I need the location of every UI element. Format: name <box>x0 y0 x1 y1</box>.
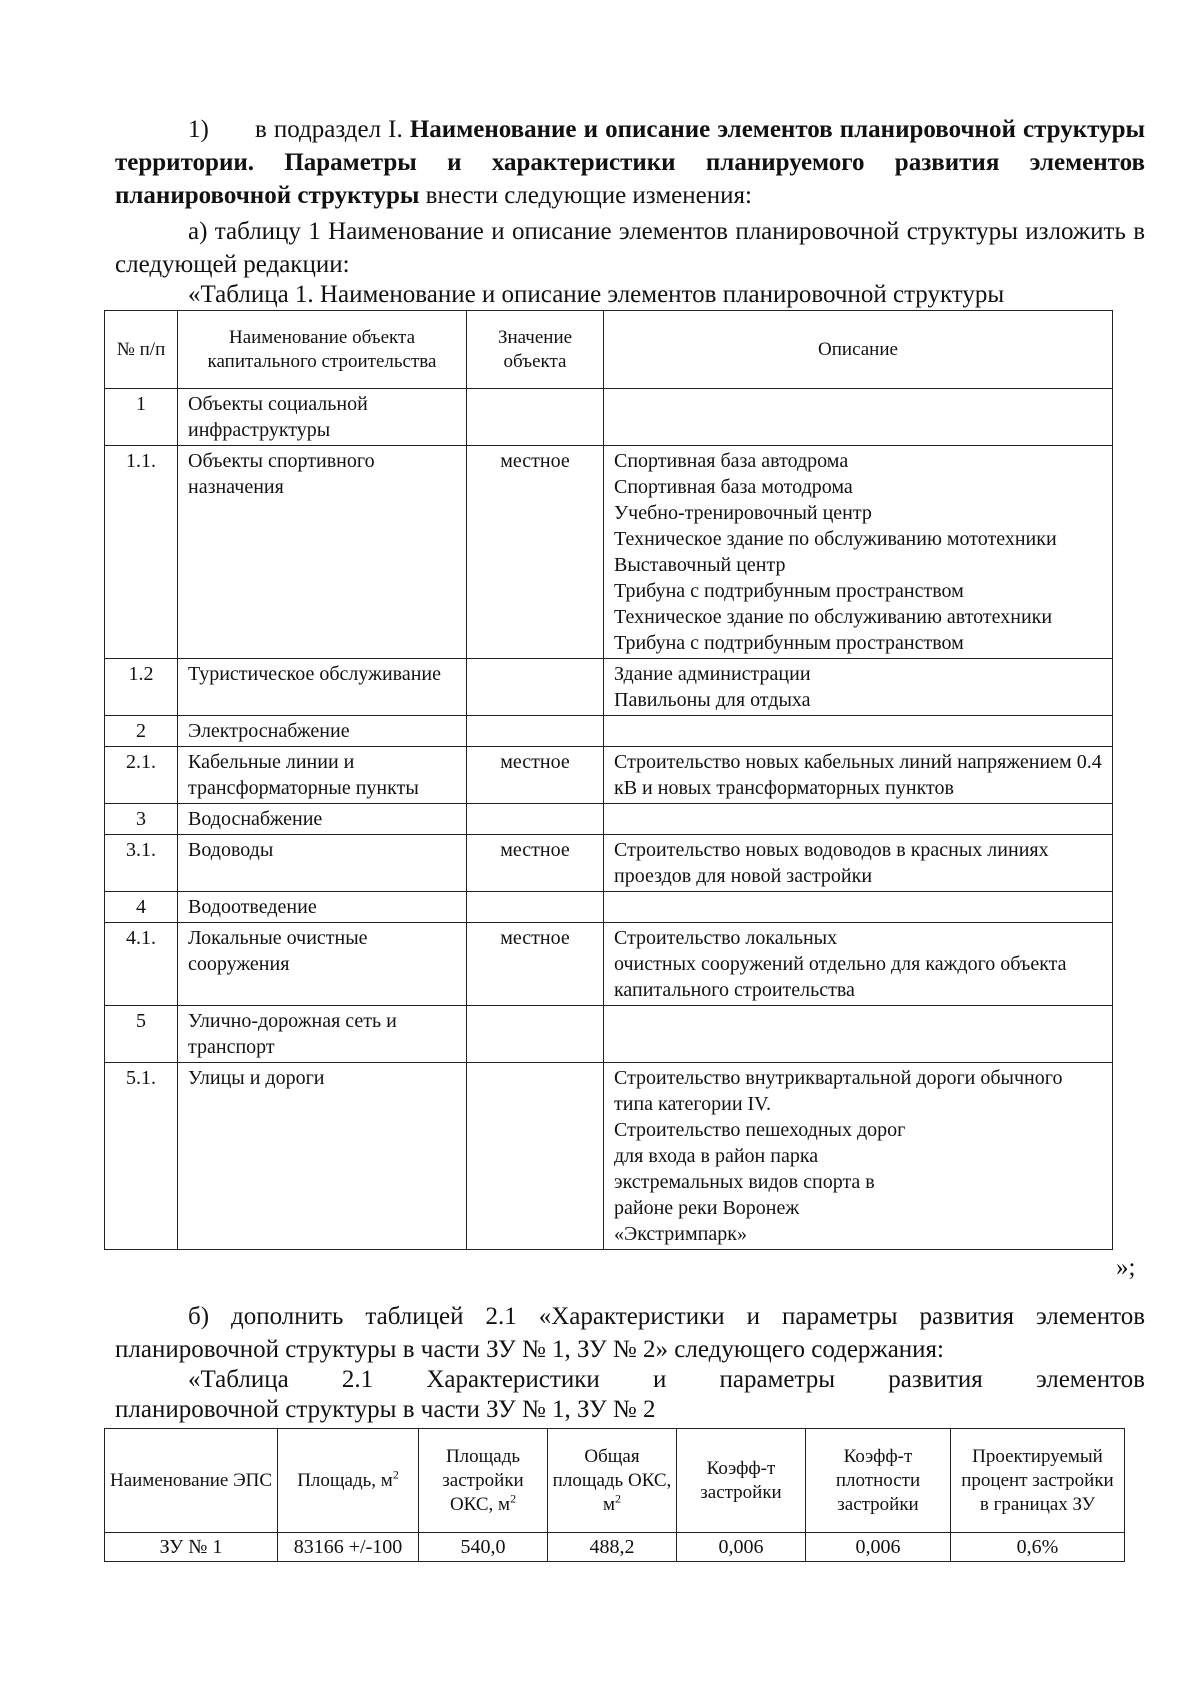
row-number: 4 <box>105 892 178 923</box>
item-a-paragraph: а) таблицу 1 Наименование и описание элементов планировочной структуры изложить в следующей редакции: <box>115 218 1145 278</box>
description-line: «Экстримпарк» <box>614 1223 747 1245</box>
t2-header-coef-density: Коэфф-т плотности застройки <box>806 1429 951 1533</box>
header-name: Наименование объекта капитального строительства <box>178 311 467 389</box>
row-significance <box>467 804 604 835</box>
row-description <box>604 804 1113 835</box>
description-line: Выставочный центр <box>614 554 786 576</box>
row-significance <box>467 892 604 923</box>
row-significance: местное <box>467 446 604 659</box>
table1-row <box>105 389 1113 446</box>
table1-header-row <box>105 311 1113 389</box>
t2-header-total-area-text: Общая площадь ОКС, м <box>552 1445 672 1515</box>
intro-tail: внести следующие изменения: <box>419 182 752 209</box>
table2 <box>104 1428 1125 1562</box>
description-line: Спортивная база автодрома <box>614 450 849 472</box>
row-significance <box>467 1006 604 1063</box>
row-description <box>604 659 1113 716</box>
row-number: 5.1. <box>105 1063 178 1250</box>
intro-bold-title: Наименование и описание элементов планировочной структуры территории. Параметры и характеристики планируемого развития элементов планировочной структуры <box>115 116 1145 209</box>
table1-row <box>105 1063 1113 1250</box>
header-num: № п/п <box>105 311 178 389</box>
row-significance: местное <box>467 835 604 892</box>
row-description <box>604 446 1113 659</box>
row-object-name: Объекты социальной инфраструктуры <box>178 389 467 446</box>
t2-cell-build-area: 540,0 <box>419 1533 548 1562</box>
row-significance <box>467 716 604 747</box>
description-line: Строительство новых водоводов в красных линиях проездов для новой застройки <box>614 839 1049 887</box>
row-number: 5 <box>105 1006 178 1063</box>
description-line: Павильоны для отдыха <box>614 689 811 711</box>
table2-row <box>105 1533 1125 1562</box>
table1-body <box>105 389 1113 1250</box>
description-line: Строительство пешеходных дорог <box>614 1119 906 1141</box>
row-description <box>604 1063 1113 1250</box>
header-description: Описание <box>604 311 1113 389</box>
table1-row <box>105 892 1113 923</box>
description-line: очистных сооружений отдельно для каждого объекта капитального строительства <box>614 953 1067 1001</box>
table2-caption-line2: планировочной структуры в части ЗУ № 1, ЗУ № 2 <box>115 1396 656 1423</box>
row-object-name: Улично-дорожная сеть и транспорт <box>178 1006 467 1063</box>
description-line: Учебно-тренировочный центр <box>614 502 872 524</box>
description-line: районе реки Воронеж <box>614 1197 800 1219</box>
row-object-name: Электроснабжение <box>178 716 467 747</box>
row-number: 1 <box>105 389 178 446</box>
description-line: Строительство новых кабельных линий напряжением 0.4 кВ и новых трансформаторных пунктов <box>614 751 1102 799</box>
t2-header-build-area-text: Площадь застройки ОКС, м <box>442 1445 524 1515</box>
table1-row <box>105 804 1113 835</box>
description-line: Техническое здание по обслуживанию мототехники <box>614 528 1057 550</box>
row-object-name: Водоснабжение <box>178 804 467 835</box>
description-line: Здание администрации <box>614 663 811 685</box>
description-line: Трибуна с подтрибунным пространством <box>614 580 964 602</box>
description-line: экстремальных видов спорта в <box>614 1171 875 1193</box>
t2-header-area <box>278 1429 419 1533</box>
t2-cell-total-area: 488,2 <box>548 1533 677 1562</box>
t2-header-area-text: Площадь, м <box>297 1469 393 1491</box>
t2-cell-area: 83166 +/-100 <box>278 1533 419 1562</box>
table2-header-row <box>105 1429 1125 1533</box>
description-line: Спортивная база мотодрома <box>614 476 853 498</box>
row-description <box>604 716 1113 747</box>
row-significance <box>467 389 604 446</box>
table1-closing: »; <box>1116 1254 1136 1281</box>
description-line: Строительство локальных <box>614 927 838 949</box>
t2-cell-percent: 0,6% <box>951 1533 1125 1562</box>
row-significance <box>467 1063 604 1250</box>
row-object-name: Туристическое обслуживание <box>178 659 467 716</box>
table1-caption <box>115 280 1145 310</box>
table1-caption-text: «Таблица 1. Наименование и описание элементов планировочной структуры <box>188 281 1005 308</box>
t2-cell-eps: ЗУ № 1 <box>105 1533 278 1562</box>
intro-paragraph <box>115 113 1145 212</box>
row-number: 3.1. <box>105 835 178 892</box>
t2-header-build-area-sup: 2 <box>510 1491 517 1506</box>
intro-lead: в подраздел I. <box>255 116 410 143</box>
table2-caption-line1: «Таблица 2.1 Характеристики и параметры развития элементов <box>188 1366 1145 1393</box>
row-number: 2 <box>105 716 178 747</box>
t2-header-coef-build: Коэфф-т застройки <box>677 1429 806 1533</box>
row-object-name: Кабельные линии и трансформаторные пункты <box>178 747 467 804</box>
t2-header-total-area <box>548 1429 677 1533</box>
description-line: Техническое здание по обслуживанию автотехники <box>614 606 1053 628</box>
row-number: 4.1. <box>105 923 178 1006</box>
header-significance: Значение объекта <box>467 311 604 389</box>
row-description <box>604 1006 1113 1063</box>
t2-cell-coef-build: 0,006 <box>677 1533 806 1562</box>
description-line: Трибуна с подтрибунным пространством <box>614 632 964 654</box>
row-significance <box>467 659 604 716</box>
table1-row <box>105 747 1113 804</box>
row-description <box>604 923 1113 1006</box>
t2-header-build-area <box>419 1429 548 1533</box>
row-object-name: Водоводы <box>178 835 467 892</box>
row-description <box>604 835 1113 892</box>
row-description <box>604 389 1113 446</box>
row-description <box>604 747 1113 804</box>
table1-row <box>105 835 1113 892</box>
t2-cell-coef-density: 0,006 <box>806 1533 951 1562</box>
t2-header-total-area-sup: 2 <box>615 1491 622 1506</box>
row-number: 1.1. <box>105 446 178 659</box>
table1-row <box>105 659 1113 716</box>
description-line: для входа в район парка <box>614 1145 819 1167</box>
table1-row <box>105 446 1113 659</box>
table2-caption <box>115 1365 1145 1425</box>
row-object-name: Улицы и дороги <box>178 1063 467 1250</box>
table1-row <box>105 923 1113 1006</box>
t2-header-eps: Наименование ЭПС <box>105 1429 278 1533</box>
t2-header-area-sup: 2 <box>392 1467 399 1482</box>
row-object-name: Водоотведение <box>178 892 467 923</box>
row-description <box>604 892 1113 923</box>
item-b-paragraph: б) дополнить таблицей 2.1 «Характеристики и параметры развития элементов планировочной структуры в части ЗУ № 1, ЗУ № 2» следующего содержания: <box>115 1303 1145 1363</box>
description-line: Строительство внутриквартальной дороги обычного типа категории IV. <box>614 1067 1063 1115</box>
row-object-name: Объекты спортивного назначения <box>178 446 467 659</box>
row-number: 3 <box>105 804 178 835</box>
row-significance: местное <box>467 747 604 804</box>
row-number: 2.1. <box>105 747 178 804</box>
table1-row <box>105 1006 1113 1063</box>
t2-header-percent: Проектируемый процент застройки в границах ЗУ <box>951 1429 1125 1533</box>
item-number: 1) <box>188 116 209 143</box>
row-significance: местное <box>467 923 604 1006</box>
table1-row <box>105 716 1113 747</box>
table2-body <box>105 1533 1125 1562</box>
table1 <box>104 310 1113 1250</box>
row-number: 1.2 <box>105 659 178 716</box>
row-object-name: Локальные очистные сооружения <box>178 923 467 1006</box>
